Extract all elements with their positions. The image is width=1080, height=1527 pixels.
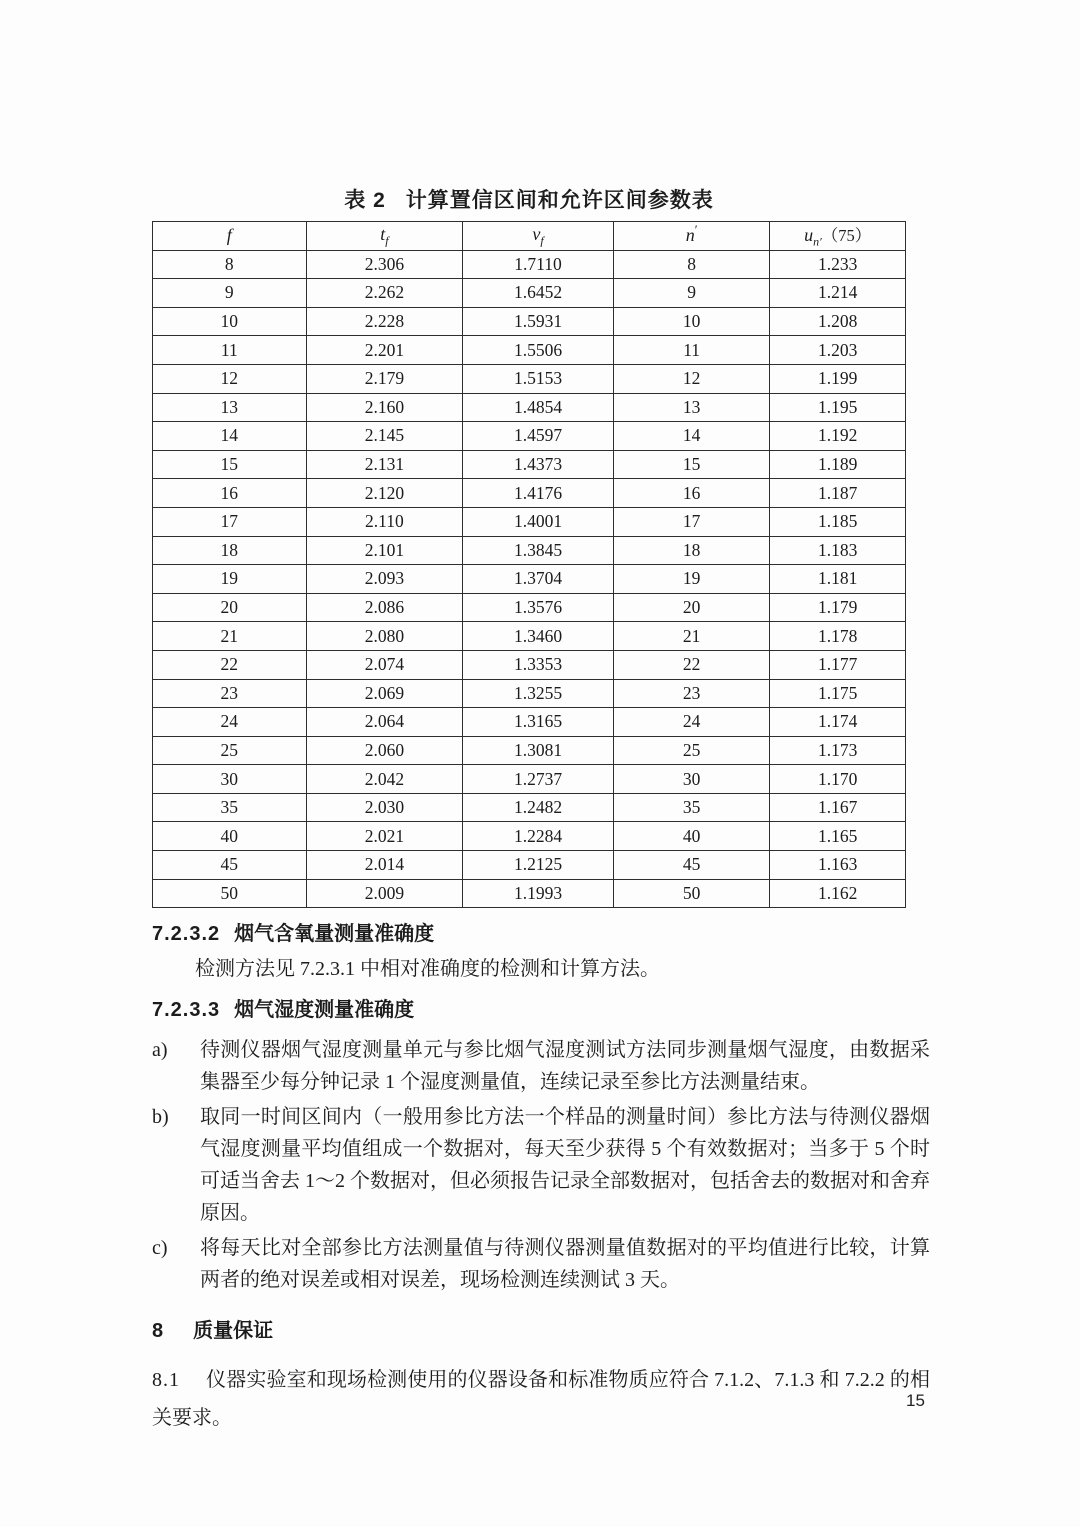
table-cell: 2.014 [306,851,463,880]
list-marker: a) [152,1039,168,1062]
table-cell: 14 [613,422,770,451]
table-row [153,650,906,679]
section-title: 质量保证 [193,1320,274,1343]
paragraph-8-1 [152,1361,930,1437]
table-cell: 1.192 [770,422,906,451]
table-row [153,736,906,765]
table-row [153,879,906,908]
table-row [153,422,906,451]
page-number: 15 [906,1391,925,1410]
table-cell: 2.110 [306,507,463,536]
table-cell: 35 [613,793,770,822]
section-heading-7-2-3-3 [152,997,930,1024]
column-header-vf [463,222,614,251]
list-item-b [152,1101,930,1229]
table-cell: 2.086 [306,593,463,622]
table-cell: 2.101 [306,536,463,565]
table-cell: 22 [613,650,770,679]
table-cell: 1.2284 [463,822,614,851]
table-cell: 1.5931 [463,307,614,336]
table-cell: 10 [613,307,770,336]
table-cell: 9 [613,279,770,308]
table-cell: 12 [153,364,307,393]
table-cell: 11 [153,336,307,365]
table-row [153,765,906,794]
header-symbol: n [685,225,695,246]
column-header-f [153,222,307,251]
table-cell: 45 [153,851,307,880]
table-cell: 1.6452 [463,279,614,308]
table-cell: 1.233 [770,250,906,279]
table-row [153,593,906,622]
table-cell: 2.262 [306,279,463,308]
table-caption-label: 表 2 [344,189,386,212]
table-cell: 1.174 [770,708,906,737]
table-cell: 30 [153,765,307,794]
table-cell: 2.145 [306,422,463,451]
table-cell: 1.3353 [463,650,614,679]
table-cell: 2.074 [306,650,463,679]
table-row [153,393,906,422]
table-cell: 10 [153,307,307,336]
table-cell: 1.5153 [463,364,614,393]
table-cell: 16 [613,479,770,508]
section-number: 7.2.3.2 [152,923,221,946]
table-cell: 1.5506 [463,336,614,365]
table-cell: 1.185 [770,507,906,536]
table-cell: 1.208 [770,307,906,336]
list-item-a [152,1034,930,1098]
table-cell: 25 [613,736,770,765]
section-number: 7.2.3.3 [152,999,221,1022]
table-cell: 1.3845 [463,536,614,565]
table-cell: 11 [613,336,770,365]
confidence-interval-parameters-table [152,221,906,908]
table-cell: 22 [153,650,307,679]
table-row [153,307,906,336]
table-cell: 18 [153,536,307,565]
header-symbol: t [380,223,386,244]
section-title: 烟气含氧量测量准确度 [234,923,435,946]
table-cell: 19 [153,565,307,594]
table-cell: 24 [613,708,770,737]
header-prime: ′ [694,222,698,238]
table-cell: 15 [153,450,307,479]
table-row [153,479,906,508]
table-cell: 2.160 [306,393,463,422]
list-item-text: 将每天比对全部参比方法测量值与待测仪器测量值数据对的平均值进行比较，计算两者的绝对误差或相对误差，现场检测连续测试 3 天。 [200,1237,930,1292]
table-row [153,279,906,308]
table-cell: 1.199 [770,364,906,393]
table-cell: 9 [153,279,307,308]
table-row [153,507,906,536]
column-header-n-prime [613,222,770,251]
table-cell: 17 [613,507,770,536]
table-cell: 1.3165 [463,708,614,737]
table-cell: 19 [613,565,770,594]
table-cell: 1.214 [770,279,906,308]
table-cell: 1.165 [770,822,906,851]
table-cell: 30 [613,765,770,794]
table-cell: 20 [153,593,307,622]
header-symbol: f [226,225,232,246]
list-item-c [152,1232,930,1296]
table-cell: 1.175 [770,679,906,708]
table-cell: 25 [153,736,307,765]
table-cell: 1.4854 [463,393,614,422]
table-cell: 1.4597 [463,422,614,451]
section-heading-8 [152,1318,930,1345]
table-cell: 24 [153,708,307,737]
table-cell: 1.3576 [463,593,614,622]
table-cell: 1.187 [770,479,906,508]
section-title: 烟气湿度测量准确度 [234,999,415,1022]
table-cell: 50 [153,879,307,908]
table-cell: 8 [153,250,307,279]
list-item-text: 取同一时间区间内（一般用参比方法一个样品的测量时间）参比方法与待测仪器烟气湿度测量平均值组成一个数据对，每天至少获得 5 个有效数据对；当多于 5 个时可适当舍去 1～2 个数据对，但必须报告记录全部数据对，包括舍去的数据对和舍弃原因。 [200,1106,930,1225]
header-subscript: f [540,233,544,248]
table-cell: 13 [153,393,307,422]
header-subscript: n′ [813,234,822,249]
table-caption-text: 计算置信区间和允许区间参数表 [405,189,714,212]
table-cell: 1.203 [770,336,906,365]
table-cell: 1.163 [770,851,906,880]
table-cell: 23 [613,679,770,708]
table-cell: 1.2737 [463,765,614,794]
table-cell: 1.4176 [463,479,614,508]
table-cell: 16 [153,479,307,508]
table-cell: 2.201 [306,336,463,365]
table-cell: 2.228 [306,307,463,336]
table-cell: 1.189 [770,450,906,479]
table-row [153,851,906,880]
table-row [153,708,906,737]
table-cell: 2.120 [306,479,463,508]
table-cell: 18 [613,536,770,565]
table-cell: 15 [613,450,770,479]
list-item-text: 待测仪器烟气湿度测量单元与参比烟气湿度测试方法同步测量烟气湿度，由数据采集器至少每分钟记录 1 个湿度测量值，连续记录至参比方法测量结束。 [200,1039,930,1094]
table-cell: 40 [153,822,307,851]
list-marker: b) [152,1106,169,1129]
section-heading-7-2-3-2 [152,921,930,948]
table-cell: 1.4001 [463,507,614,536]
table-cell: 1.173 [770,736,906,765]
table-cell: 2.080 [306,622,463,651]
column-header-tf [306,222,463,251]
table-cell: 13 [613,393,770,422]
table-cell: 2.064 [306,708,463,737]
table-cell: 1.4373 [463,450,614,479]
table-cell: 2.021 [306,822,463,851]
table-row [153,679,906,708]
table-cell: 40 [613,822,770,851]
table-cell: 1.3460 [463,622,614,651]
table-cell: 17 [153,507,307,536]
table-cell: 2.060 [306,736,463,765]
table-cell: 1.162 [770,879,906,908]
table-cell: 2.179 [306,364,463,393]
table-cell: 1.177 [770,650,906,679]
table-row [153,822,906,851]
header-paren: （75） [821,226,872,245]
list-marker: c) [152,1237,168,1260]
header-symbol: v [532,223,541,244]
table-cell: 14 [153,422,307,451]
lettered-list [152,1034,930,1296]
table-cell: 12 [613,364,770,393]
table-cell: 1.181 [770,565,906,594]
table-cell: 2.042 [306,765,463,794]
table-cell: 1.2125 [463,851,614,880]
table-cell: 2.030 [306,793,463,822]
paragraph-text: 仪器实验室和现场检测使用的仪器设备和标准物质应符合 7.1.2、7.1.3 和 7.2.2 的相关要求。 [152,1369,930,1430]
table-row [153,450,906,479]
table-row [153,622,906,651]
table-row [153,565,906,594]
table-cell: 2.306 [306,250,463,279]
table-cell: 2.131 [306,450,463,479]
table-cell: 1.1993 [463,879,614,908]
table-row [153,364,906,393]
table-cell: 21 [153,622,307,651]
table-row [153,536,906,565]
table-row [153,793,906,822]
table-cell: 1.2482 [463,793,614,822]
table-cell: 1.178 [770,622,906,651]
table-caption [152,184,906,214]
table-cell: 1.3704 [463,565,614,594]
header-subscript: f [385,233,389,248]
table-cell: 1.183 [770,536,906,565]
table-cell: 1.170 [770,765,906,794]
table-cell: 20 [613,593,770,622]
table-row [153,250,906,279]
table-cell: 2.069 [306,679,463,708]
table-header-row [153,222,906,251]
column-header-un75 [770,222,906,251]
table-row [153,336,906,365]
table-cell: 35 [153,793,307,822]
table-cell: 1.3255 [463,679,614,708]
header-symbol: u [804,225,814,245]
section-number: 8.1 [152,1369,180,1392]
table-cell: 1.179 [770,593,906,622]
table-cell: 1.3081 [463,736,614,765]
paragraph-7-2-3-2: 检测方法见 7.2.3.1 中相对准确度的检测和计算方法。 [195,958,660,981]
table-cell: 50 [613,879,770,908]
table-cell: 1.195 [770,393,906,422]
table-cell: 23 [153,679,307,708]
table-cell: 8 [613,250,770,279]
table-cell: 45 [613,851,770,880]
section-number: 8 [152,1320,164,1343]
table-cell: 1.7110 [463,250,614,279]
table-cell: 21 [613,622,770,651]
table-body [153,250,906,908]
table-cell: 2.093 [306,565,463,594]
table-cell: 1.167 [770,793,906,822]
table-cell: 2.009 [306,879,463,908]
